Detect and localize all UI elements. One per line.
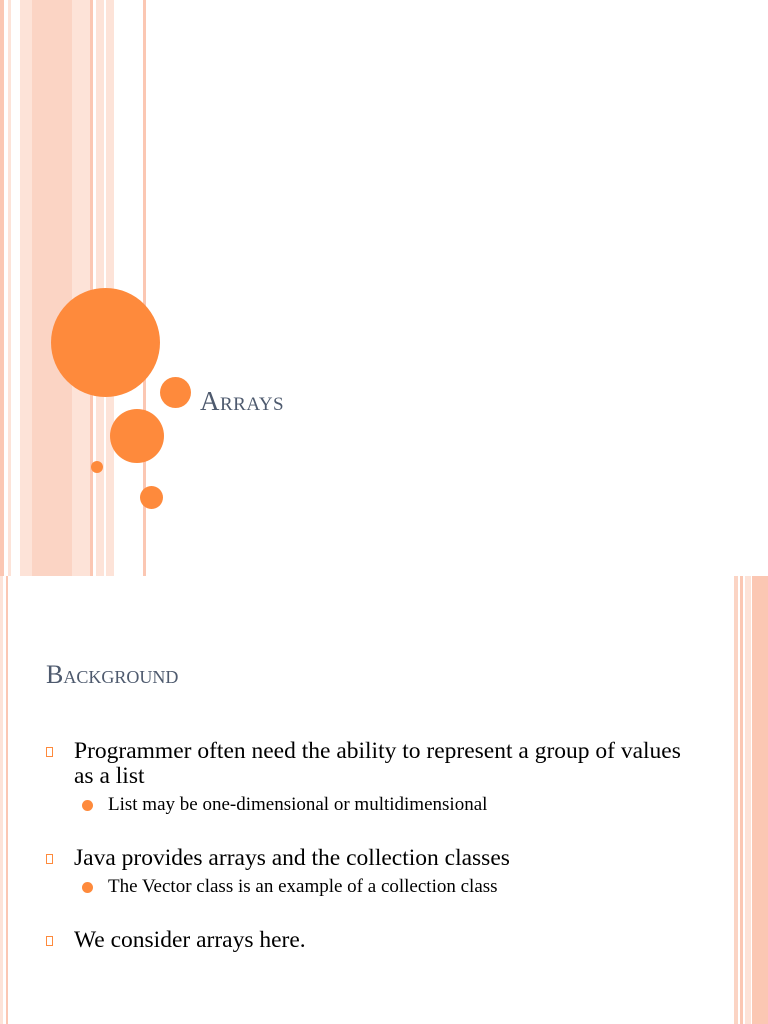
bullet-text: We consider arrays here. (74, 927, 306, 953)
hollow-square-icon (46, 747, 53, 757)
decor-stripe (90, 0, 93, 576)
decor-circle (160, 377, 191, 408)
list-item (46, 846, 686, 898)
decor-circle (140, 486, 163, 509)
hollow-square-icon (46, 854, 53, 864)
decor-stripe (734, 576, 738, 1024)
filled-circle-icon (82, 882, 93, 893)
sub-bullet (74, 794, 686, 816)
decor-stripe (8, 0, 11, 576)
decor-stripe (740, 576, 743, 1024)
decor-stripe (72, 0, 90, 576)
bullet-list (46, 739, 686, 979)
decor-circle (110, 409, 164, 463)
decor-stripe (752, 576, 768, 1024)
list-item (46, 739, 686, 816)
sub-bullet-text: The Vector class is an example of a collection class (108, 876, 498, 897)
decor-circle-large (51, 288, 160, 397)
decor-stripe (0, 0, 4, 576)
hollow-square-icon (46, 936, 53, 946)
sub-bullet (74, 876, 686, 898)
decor-circle (91, 461, 103, 473)
sub-bullet-text: List may be one-dimensional or multidimensional (108, 794, 488, 815)
bullet-text: Java provides arrays and the collection classes (74, 845, 510, 871)
decor-stripe (20, 0, 32, 576)
filled-circle-icon (82, 800, 93, 811)
decor-stripe (32, 0, 72, 576)
decor-stripe (745, 576, 751, 1024)
decor-stripe (6, 576, 8, 1024)
decor-stripe (0, 576, 3, 1024)
content-slide (0, 576, 768, 1024)
slide-title: Background (46, 660, 179, 689)
list-item (46, 928, 686, 953)
slide-title: Arrays (200, 386, 285, 416)
bullet-text: Programmer often need the ability to represent a group of values as a list (74, 738, 681, 789)
